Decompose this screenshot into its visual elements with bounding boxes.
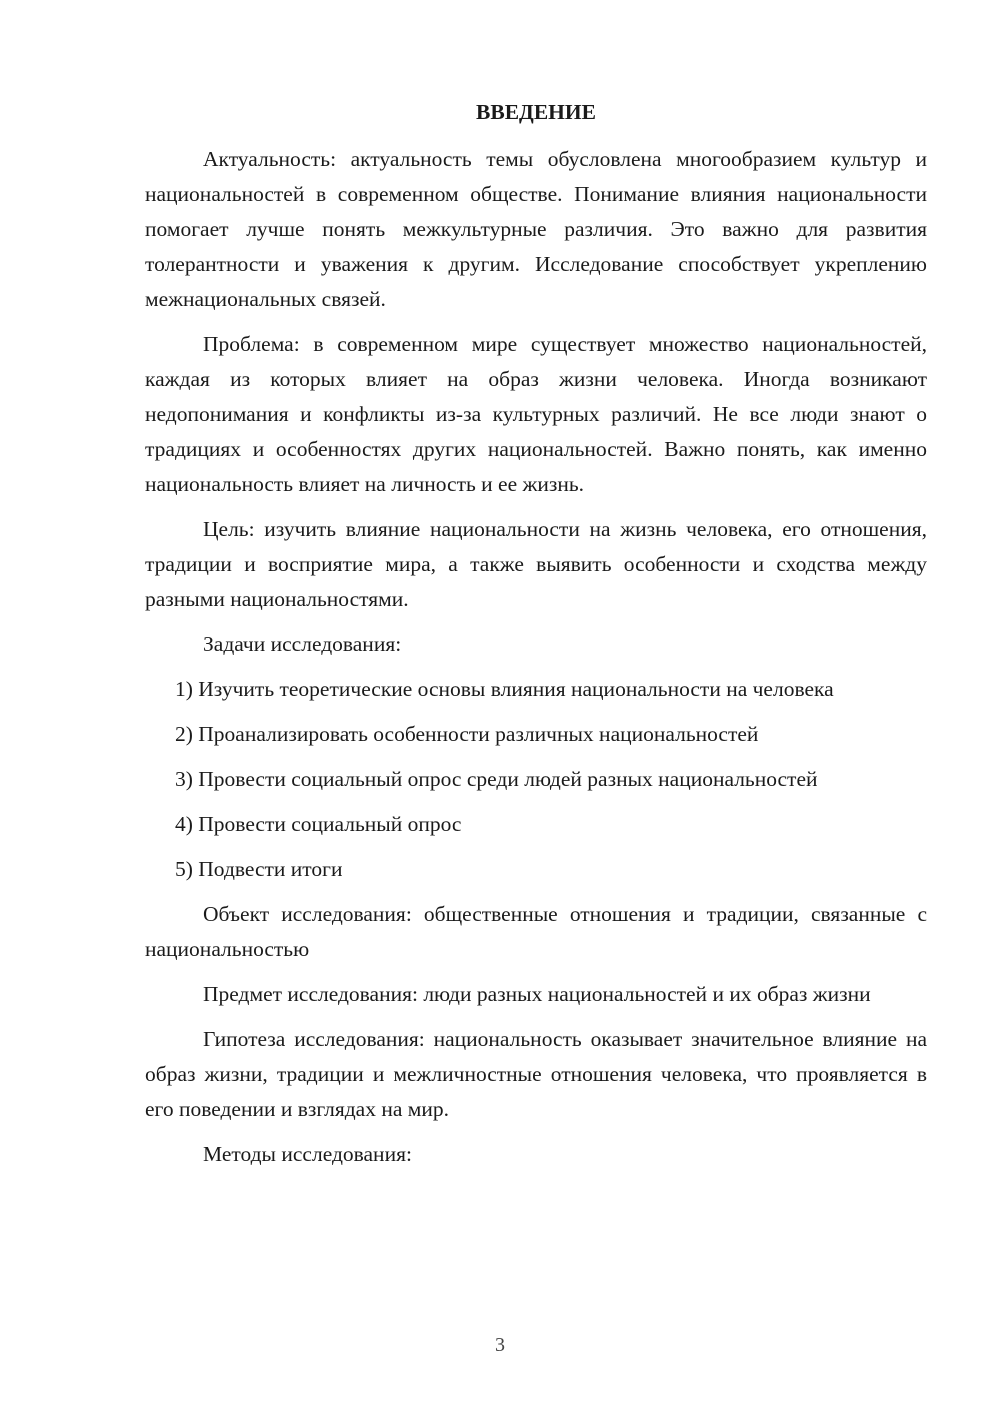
page-number: 3 <box>495 1334 505 1356</box>
paragraph-hypothesis: Гипотеза исследования: национальность оказывает значительное влияние на образ жизни, традиции и межличностные отношения человека, что проявляется в его поведении и взглядах на мир. <box>145 1027 927 1121</box>
task-item: 4) Провести социальный опрос <box>175 812 462 836</box>
paragraph-object: Объект исследования: общественные отношения и традиции, связанные с национальностью <box>145 902 927 961</box>
section-title: ВВЕДЕНИЕ <box>476 100 596 124</box>
paragraph-goal: Цель: изучить влияние национальности на жизнь человека, его отношения, традиции и восприятие мира, а также выявить особенности и сходства между разными национальностями. <box>145 517 927 611</box>
paragraph-subject: Предмет исследования: люди разных национальностей и их образ жизни <box>203 982 871 1006</box>
task-item: 5) Подвести итоги <box>175 857 343 881</box>
task-item: 3) Провести социальный опрос среди людей разных национальностей <box>175 767 818 791</box>
tasks-heading: Задачи исследования: <box>203 632 402 656</box>
document-body <box>145 95 927 1182</box>
paragraph-problem: Проблема: в современном мире существует множество национальностей, каждая из которых влияет на образ жизни человека. Иногда возникают недопонимания и конфликты из-за культурных различий. Не все люди знают о традициях и особенностях других национальностей. Важно понять, как именно национальность влияет на личность и ее жизнь. <box>145 332 927 496</box>
task-item: 1) Изучить теоретические основы влияния национальности на человека <box>175 677 834 701</box>
methods-heading: Методы исследования: <box>203 1142 412 1166</box>
paragraph-relevance: Актуальность: актуальность темы обусловлена многообразием культур и национальностей в современном обществе. Понимание влияния национальности помогает лучше понять межкультурные различия. Это важно для развития толерантности и уважения к другим. Исследование способствует укреплению межнациональных связей. <box>145 147 927 311</box>
task-item: 2) Проанализировать особенности различных национальностей <box>175 722 759 746</box>
